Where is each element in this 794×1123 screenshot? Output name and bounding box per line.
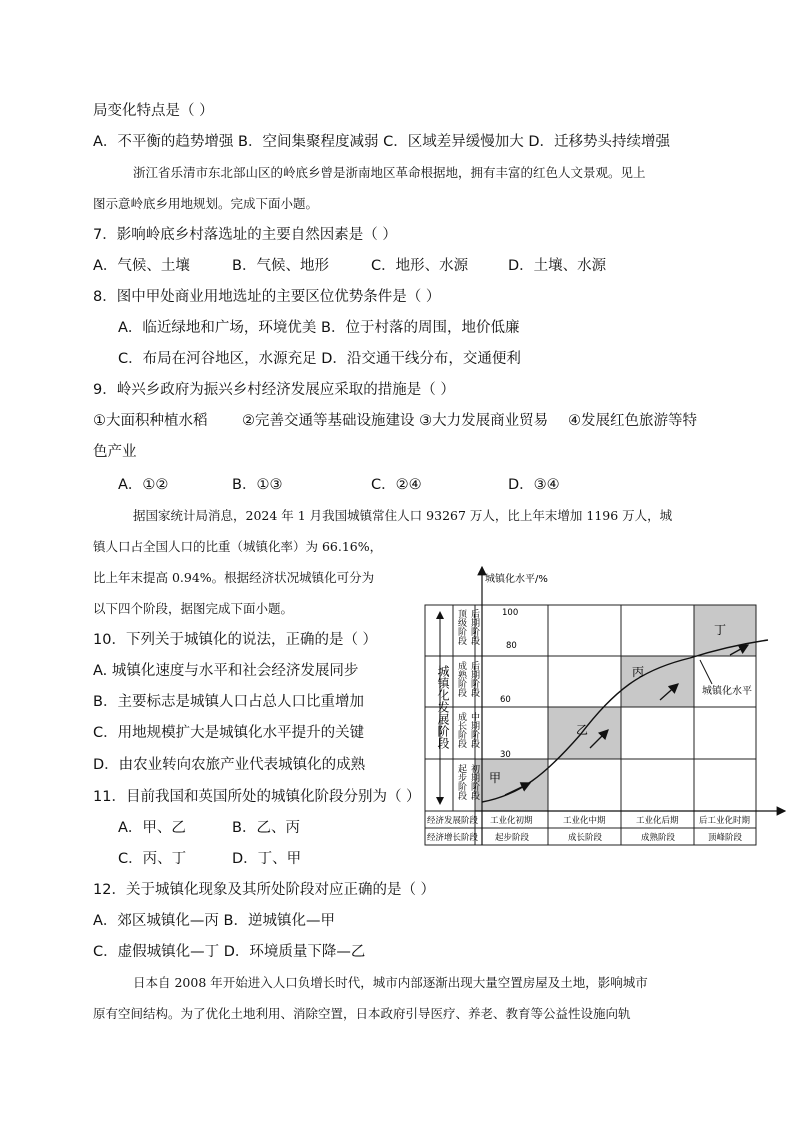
q11-option-a: A．甲、乙 bbox=[118, 820, 186, 836]
row2-col3: 成熟阶段 bbox=[641, 833, 676, 843]
left-axis-title: 城镇化发展阶段 bbox=[436, 665, 450, 749]
sub-stage-2: 后期阶段 bbox=[469, 661, 479, 697]
tick-30: 30 bbox=[500, 750, 511, 760]
q9-option-d: D．③④ bbox=[508, 477, 560, 493]
q11-option-c: C．丙、丁 bbox=[118, 851, 187, 867]
q7-option-c: C．地形、水源 bbox=[371, 258, 469, 274]
curve-label: 城镇化水平 bbox=[702, 686, 752, 697]
stage-4: 起步阶段 bbox=[456, 764, 466, 800]
question-12: 12．关于城镇化现象及其所处阶段对应正确的是（ ） bbox=[93, 882, 436, 898]
q12-options-ab: A．郊区城镇化—丙 B．逆城镇化—甲 bbox=[93, 913, 335, 929]
q10-option-a: A. 城镇化速度与水平和社会经济发展同步 bbox=[93, 663, 359, 679]
q11-option-b: B．乙、丙 bbox=[232, 820, 300, 836]
passage-1a: 浙江省乐清市东北部山区的岭底乡曾是浙南地区革命根据地，拥有丰富的红色人文景观。见上 bbox=[133, 165, 646, 180]
q9-option-b: B．①③ bbox=[232, 477, 283, 493]
label-yi: 乙 bbox=[576, 723, 589, 737]
row2-head: 经济增长阶段 bbox=[427, 833, 479, 843]
row1-col2: 工业化中期 bbox=[563, 816, 606, 826]
passage-2b: 镇人口占全国人口的比重（城镇化率）为 66.16%， bbox=[93, 539, 383, 554]
question-9: 9．岭兴乡政府为振兴乡村经济发展应采取的措施是（ ） bbox=[93, 382, 455, 398]
q8-options-cd: C．布局在河谷地区，水源充足 D．沿交通干线分布，交通便利 bbox=[118, 351, 521, 367]
line-l2: A．不平衡的趋势增强 B．空间集聚程度减弱 C．区域差异缓慢加大 D．迁移势头持续增强 bbox=[93, 134, 670, 150]
sub-stage-4: 初期阶段 bbox=[469, 764, 479, 800]
q10-option-c: C．用地规模扩大是城镇化水平提升的关键 bbox=[93, 725, 365, 741]
stage-1: 顶级阶段 bbox=[456, 609, 466, 645]
q10-option-b: B．主要标志是城镇人口占总人口比重增加 bbox=[93, 694, 364, 710]
passage-3b: 原有空间结构。为了优化土地利用、消除空置，日本政府引导医疗、养老、教育等公益性设施向轨 bbox=[93, 1006, 631, 1021]
sub-stage-3: 中期阶段 bbox=[469, 712, 479, 748]
sub-stage-1: 后期阶段 bbox=[469, 609, 479, 645]
q7-option-b: B．气候、地形 bbox=[232, 258, 329, 274]
tick-80: 80 bbox=[506, 641, 517, 651]
y-axis-title: 城镇化水平/% bbox=[485, 574, 548, 585]
passage-2a: 据国家统计局消息，2024 年 1 月我国城镇常住人口 93267 万人，比上年末增加 1196 万人，城 bbox=[133, 508, 673, 523]
passage-2c: 比上年末提高 0.94%。根据经济状况城镇化可分为 bbox=[93, 570, 375, 585]
row1-head: 经济发展阶段 bbox=[427, 816, 479, 826]
row2-col2: 成长阶段 bbox=[568, 833, 603, 843]
label-ding: 丁 bbox=[714, 623, 727, 637]
q7-option-a: A．气候、土壤 bbox=[93, 258, 190, 274]
stage-3: 成长阶段 bbox=[456, 712, 466, 748]
row1-col3: 工业化后期 bbox=[636, 816, 679, 826]
q12-options-cd: C．虚假城镇化—丁 D．环境质量下降—乙 bbox=[93, 944, 366, 960]
passage-2d: 以下四个阶段，据图完成下面小题。 bbox=[93, 601, 294, 616]
label-jia: 甲 bbox=[489, 771, 502, 785]
row1-col1: 工业化初期 bbox=[490, 816, 533, 826]
row1-col4: 后工业化时期 bbox=[699, 816, 751, 826]
q9-statement-4b: 色产业 bbox=[93, 444, 137, 460]
row2-col4: 顶峰阶段 bbox=[708, 833, 743, 843]
box-jia bbox=[475, 759, 548, 811]
question-7: 7．影响岭底乡村落选址的主要自然因素是（ ） bbox=[93, 227, 397, 243]
stage-2: 成熟阶段 bbox=[456, 661, 466, 697]
q9-option-c: C．②④ bbox=[371, 477, 422, 493]
q7-option-d: D．土壤、水源 bbox=[508, 258, 607, 274]
passage-1b: 图示意岭底乡用地规划。完成下面小题。 bbox=[93, 196, 319, 211]
q8-options-ab: A．临近绿地和广场，环境优美 B．位于村落的周围，地价低廉 bbox=[118, 320, 520, 336]
label-bing: 丙 bbox=[632, 665, 645, 679]
question-10: 10．下列关于城镇化的说法，正确的是（ ） bbox=[93, 632, 378, 648]
question-8: 8．图中甲处商业用地选址的主要区位优势条件是（ ） bbox=[93, 289, 441, 305]
q9-statement-4: ④发展红色旅游等特 bbox=[568, 413, 697, 429]
q9-statement-1: ①大面积种植水稻 bbox=[93, 413, 208, 429]
q9-option-a: A．①② bbox=[118, 477, 169, 493]
line-l1: 局变化特点是（ ） bbox=[93, 103, 214, 119]
q11-option-d: D．丁、甲 bbox=[232, 851, 302, 867]
question-11: 11．目前我国和英国所处的城镇化阶段分别为（ ） bbox=[93, 789, 421, 805]
passage-3a: 日本自 2008 年开始进入人口负增长时代，城市内部逐渐出现大量空置房屋及土地，影响城市 bbox=[133, 975, 648, 990]
row2-col1: 起步阶段 bbox=[495, 833, 530, 843]
q10-option-d: D．由农业转向农旅产业代表城镇化的成熟 bbox=[93, 757, 366, 773]
tick-60: 60 bbox=[500, 695, 511, 705]
tick-100: 100 bbox=[502, 608, 519, 618]
q9-statement-23: ②完善交通等基础设施建设 ③大力发展商业贸易 bbox=[242, 413, 549, 429]
